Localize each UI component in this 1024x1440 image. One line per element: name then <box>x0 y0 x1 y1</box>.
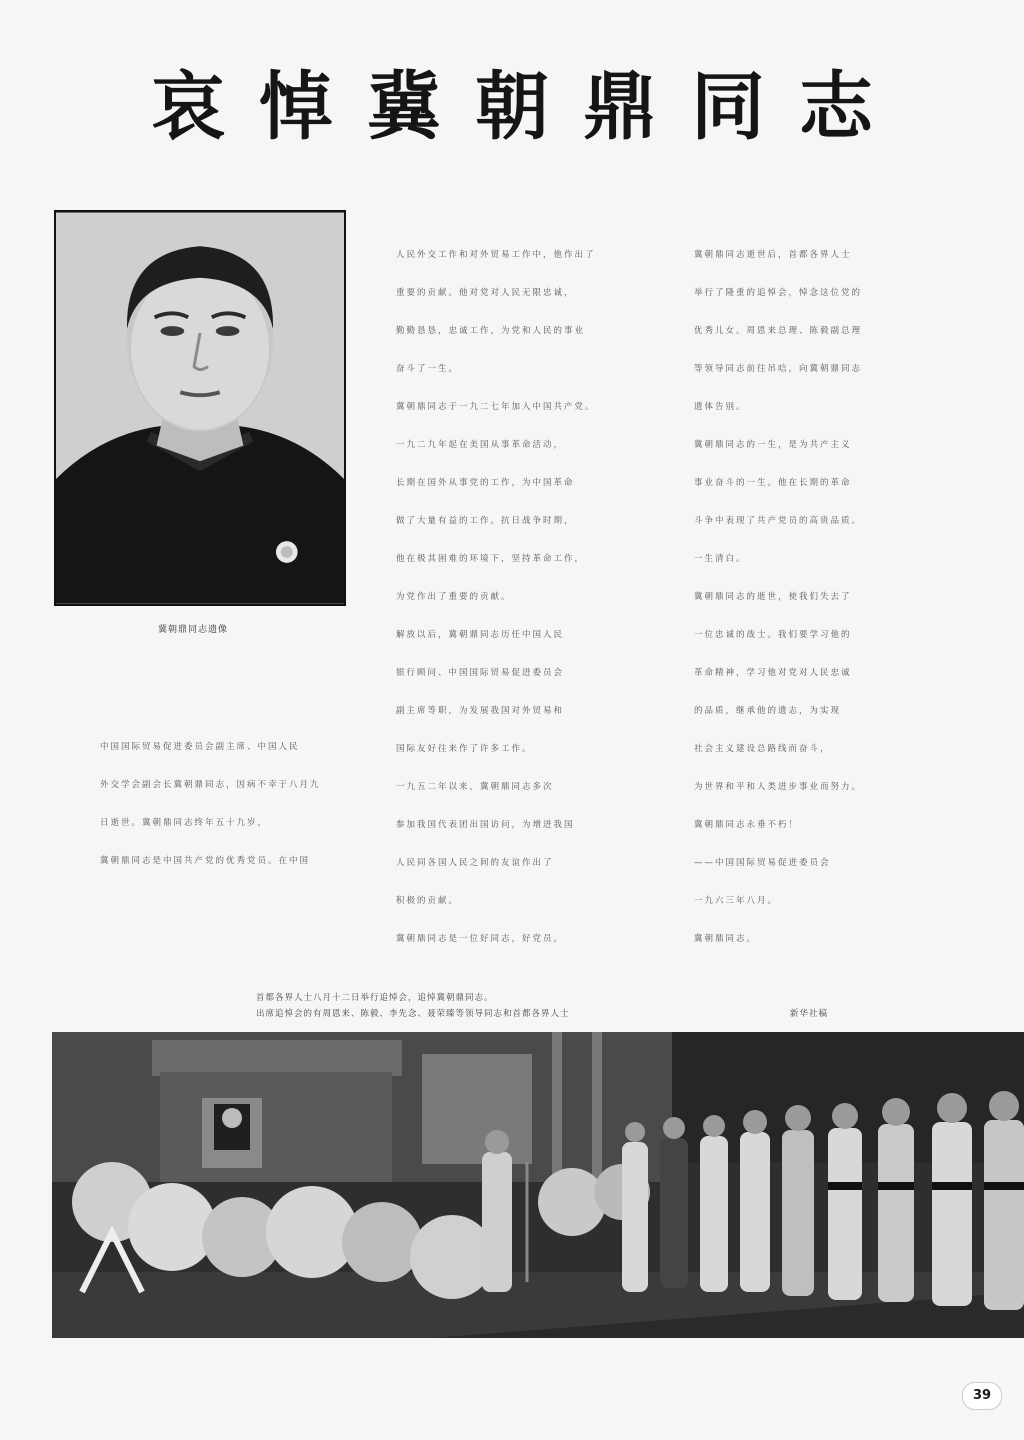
article-line: 斗争中表现了共产党员的高贵品质。 <box>694 516 863 526</box>
article-line: 一位忠诚的战士。我们要学习他的 <box>694 630 852 640</box>
article-line: 事业奋斗的一生。他在长期的革命 <box>694 478 852 488</box>
article-line: 冀朝鼎同志逝世后，首都各界人士 <box>694 250 852 260</box>
article-line: 革命精神，学习他对党对人民忠诚 <box>694 668 852 678</box>
article-line: ——中国国际贸易促进委员会 <box>694 858 831 868</box>
article-right-column <box>694 236 952 958</box>
article-line: 遗体告别。 <box>694 402 747 412</box>
photo-caption-line: 出席追悼会的有周恩来、陈毅、李先念、聂荣臻等领导同志和首都各界人士 <box>256 1009 570 1019</box>
article-line: 一九六三年八月。 <box>694 896 779 906</box>
article-line: 一生清白。 <box>694 554 747 564</box>
article-line: 一九五二年以来，冀朝鼎同志多次 <box>396 782 554 792</box>
photo-credit: 新华社稿 <box>789 1009 828 1019</box>
article-line: 参加我国代表团出国访问，为增进我国 <box>396 820 575 830</box>
article-line: 长期在国外从事党的工作，为中国革命 <box>396 478 575 488</box>
article-line: 冀朝鼎同志永垂不朽！ <box>694 820 800 830</box>
memorial-photo <box>52 1032 1024 1338</box>
article-line: 冀朝鼎同志是一位好同志，好党员。 <box>396 934 565 944</box>
article-line: 积极的贡献。 <box>396 896 460 906</box>
article-line: 人民同各国人民之间的友谊作出了 <box>396 858 554 868</box>
article-line: 等领导同志前往吊唁，向冀朝鼎同志 <box>694 364 863 374</box>
portrait-photo <box>54 210 346 606</box>
article-line: 重要的贡献。他对党对人民无限忠诚， <box>396 288 575 298</box>
article-line: 银行顾问、中国国际贸易促进委员会 <box>396 668 565 678</box>
article-middle-column <box>396 236 652 958</box>
page-number: 39 <box>962 1382 1002 1410</box>
article-line: 他在极其困难的环境下，坚持革命工作， <box>396 554 586 564</box>
article-left-column <box>100 728 358 880</box>
article-line: 奋斗了一生。 <box>396 364 460 374</box>
article-line: 副主席等职，为发展我国对外贸易和 <box>396 706 565 716</box>
article-line: 为世界和平和人类进步事业而努力。 <box>694 782 863 792</box>
article-line: 为党作出了重要的贡献。 <box>396 592 512 602</box>
article-line: 勤勤恳恳，忠诚工作，为党和人民的事业 <box>396 326 586 336</box>
photo-caption-line: 首都各界人士八月十二日举行追悼会，追悼冀朝鼎同志。 <box>256 993 494 1003</box>
page-title: 哀悼冀朝鼎同志 <box>151 64 907 150</box>
article-line: 日逝世。冀朝鼎同志终年五十九岁， <box>100 818 269 828</box>
photo-caption <box>256 990 856 1022</box>
article-line: 解放以后，冀朝鼎同志历任中国人民 <box>396 630 565 640</box>
article-line: 一九二九年起在美国从事革命活动， <box>396 440 565 450</box>
article-line: 做了大量有益的工作。抗日战争时期， <box>396 516 575 526</box>
article-line: 冀朝鼎同志。 <box>694 934 758 944</box>
article-line: 冀朝鼎同志的逝世，使我们失去了 <box>694 592 852 602</box>
article-line: 人民外交工作和对外贸易工作中，他作出了 <box>396 250 596 260</box>
article-line: 社会主义建设总路线而奋斗， <box>694 744 831 754</box>
article-line: 外交学会副会长冀朝鼎同志，因病不幸于八月九 <box>100 780 321 790</box>
portrait-caption: 冀朝鼎同志遗像 <box>158 625 229 635</box>
article-line: 冀朝鼎同志于一九二七年加入中国共产党。 <box>396 402 596 412</box>
article-line: 国际友好往来作了许多工作。 <box>396 744 533 754</box>
article-line: 的品质，继承他的遗志，为实现 <box>694 706 842 716</box>
article-line: 冀朝鼎同志的一生，是为共产主义 <box>694 440 852 450</box>
article-line: 冀朝鼎同志是中国共产党的优秀党员。在中国 <box>100 856 311 866</box>
article-line: 举行了隆重的追悼会，悼念这位党的 <box>694 288 863 298</box>
article-line: 优秀儿女。周恩来总理、陈毅副总理 <box>694 326 863 336</box>
article-line: 中国国际贸易促进委员会副主席、中国人民 <box>100 742 300 752</box>
